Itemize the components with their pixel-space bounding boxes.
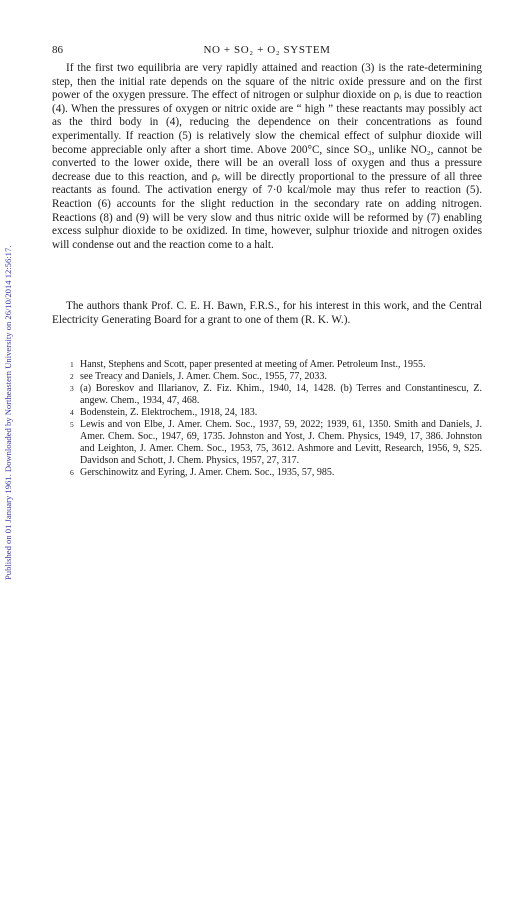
reference-number: 6 [70,468,74,477]
reference-number: 1 [70,360,74,369]
reference-item [70,371,482,383]
download-watermark [3,140,17,580]
reference-text: Bodenstein, Z. Elektrochem., 1918, 24, 183. [80,407,258,418]
reference-text: see Treacy and Daniels, J. Amer. Chem. Soc., 1955, 77, 2033. [80,371,327,382]
reference-item [70,359,482,371]
reference-list [70,359,482,479]
running-title: NO + SO₂ + O₂ SYSTEM [203,44,331,56]
reference-item [70,419,482,467]
main-text [52,62,482,252]
reference-text: Hanst, Stephens and Scott, paper presented at meeting of Amer. Petroleum Inst., 1955. [80,359,426,370]
download-watermark-text: Published on 01 January 1961. Downloaded by Northeastern University on 26/10/2014 12:56:17. [3,245,13,580]
reference-item [70,407,482,419]
acknowledgement-paragraph: The authors thank Prof. C. E. H. Bawn, F.R.S., for his interest in this work, and the Central Electricity Generating Board for a grant to one of them (R. K. W.). [52,300,482,326]
body-paragraph: If the first two equilibria are very rapidly attained and reaction (3) is the rate-determining step, then the initial rate depends on the square of the nitric oxide pressure and on the first power of the oxygen pressure. The effect of nitrogen or sulphur dioxide on ρᵢ is due to reaction (4). When the pressures of oxygen or nitric oxide are “ high ” these reactants may possibly act as the third body in (4), reducing the dependence on their concentrations as found experimentally. If reaction (5) is relatively slow the chemical effect of sulphur dioxide will become appreciable only after a short time. Above 200°C, since SO₃, unlike NO₂, cannot be converted to the lower oxide, there will be an overall loss of oxygen and thus a pressure decrease due to this reaction, and ρₑ will be directly proportional to the pressure of all three reactants as found. The activation energy of 7·0 kcal/mole may thus refer to reaction (5). Reaction (6) accounts for the slight reduction in the secondary rate on adding nitrogen. Reactions (8) and (9) will be very slow and thus nitric oxide will be reformed by (7) enabling excess sulphur dioxide to be oxidized. In time, however, sulphur trioxide and nitrogen oxides will condense out and the reaction come to a halt. [52,62,482,251]
reference-number: 2 [70,372,74,381]
reference-item [70,467,482,479]
acknowledgement-section [52,300,482,327]
reference-number: 4 [70,408,74,417]
reference-item [70,383,482,407]
page-number: 86 [52,44,63,56]
reference-text: Gerschinowitz and Eyring, J. Amer. Chem. Soc., 1935, 57, 985. [80,467,335,478]
reference-text: (a) Boreskov and Illarianov, Z. Fiz. Khim., 1940, 14, 1428. (b) Terres and Constantinescu, Z. angew. Chem., 1934, 47, 468. [80,383,482,406]
page-header [52,44,482,58]
reference-text: Lewis and von Elbe, J. Amer. Chem. Soc., 1937, 59, 2022; 1939, 61, 1350. Smith and Daniels, J. Amer. Chem. Soc., 1947, 69, 1735. Johnston and Yost, J. Chem. Physics, 1949, 17, 386. Johnston and Leighton, J. Amer. Chem. Soc., 1953, 75, 3612. Ashmore and Levitt, Research, 1956, 9, S25. Davidson and Schott, J. Chem. Physics, 1957, 27, 317. [80,419,482,466]
reference-number: 3 [70,384,74,393]
reference-number: 5 [70,420,74,429]
